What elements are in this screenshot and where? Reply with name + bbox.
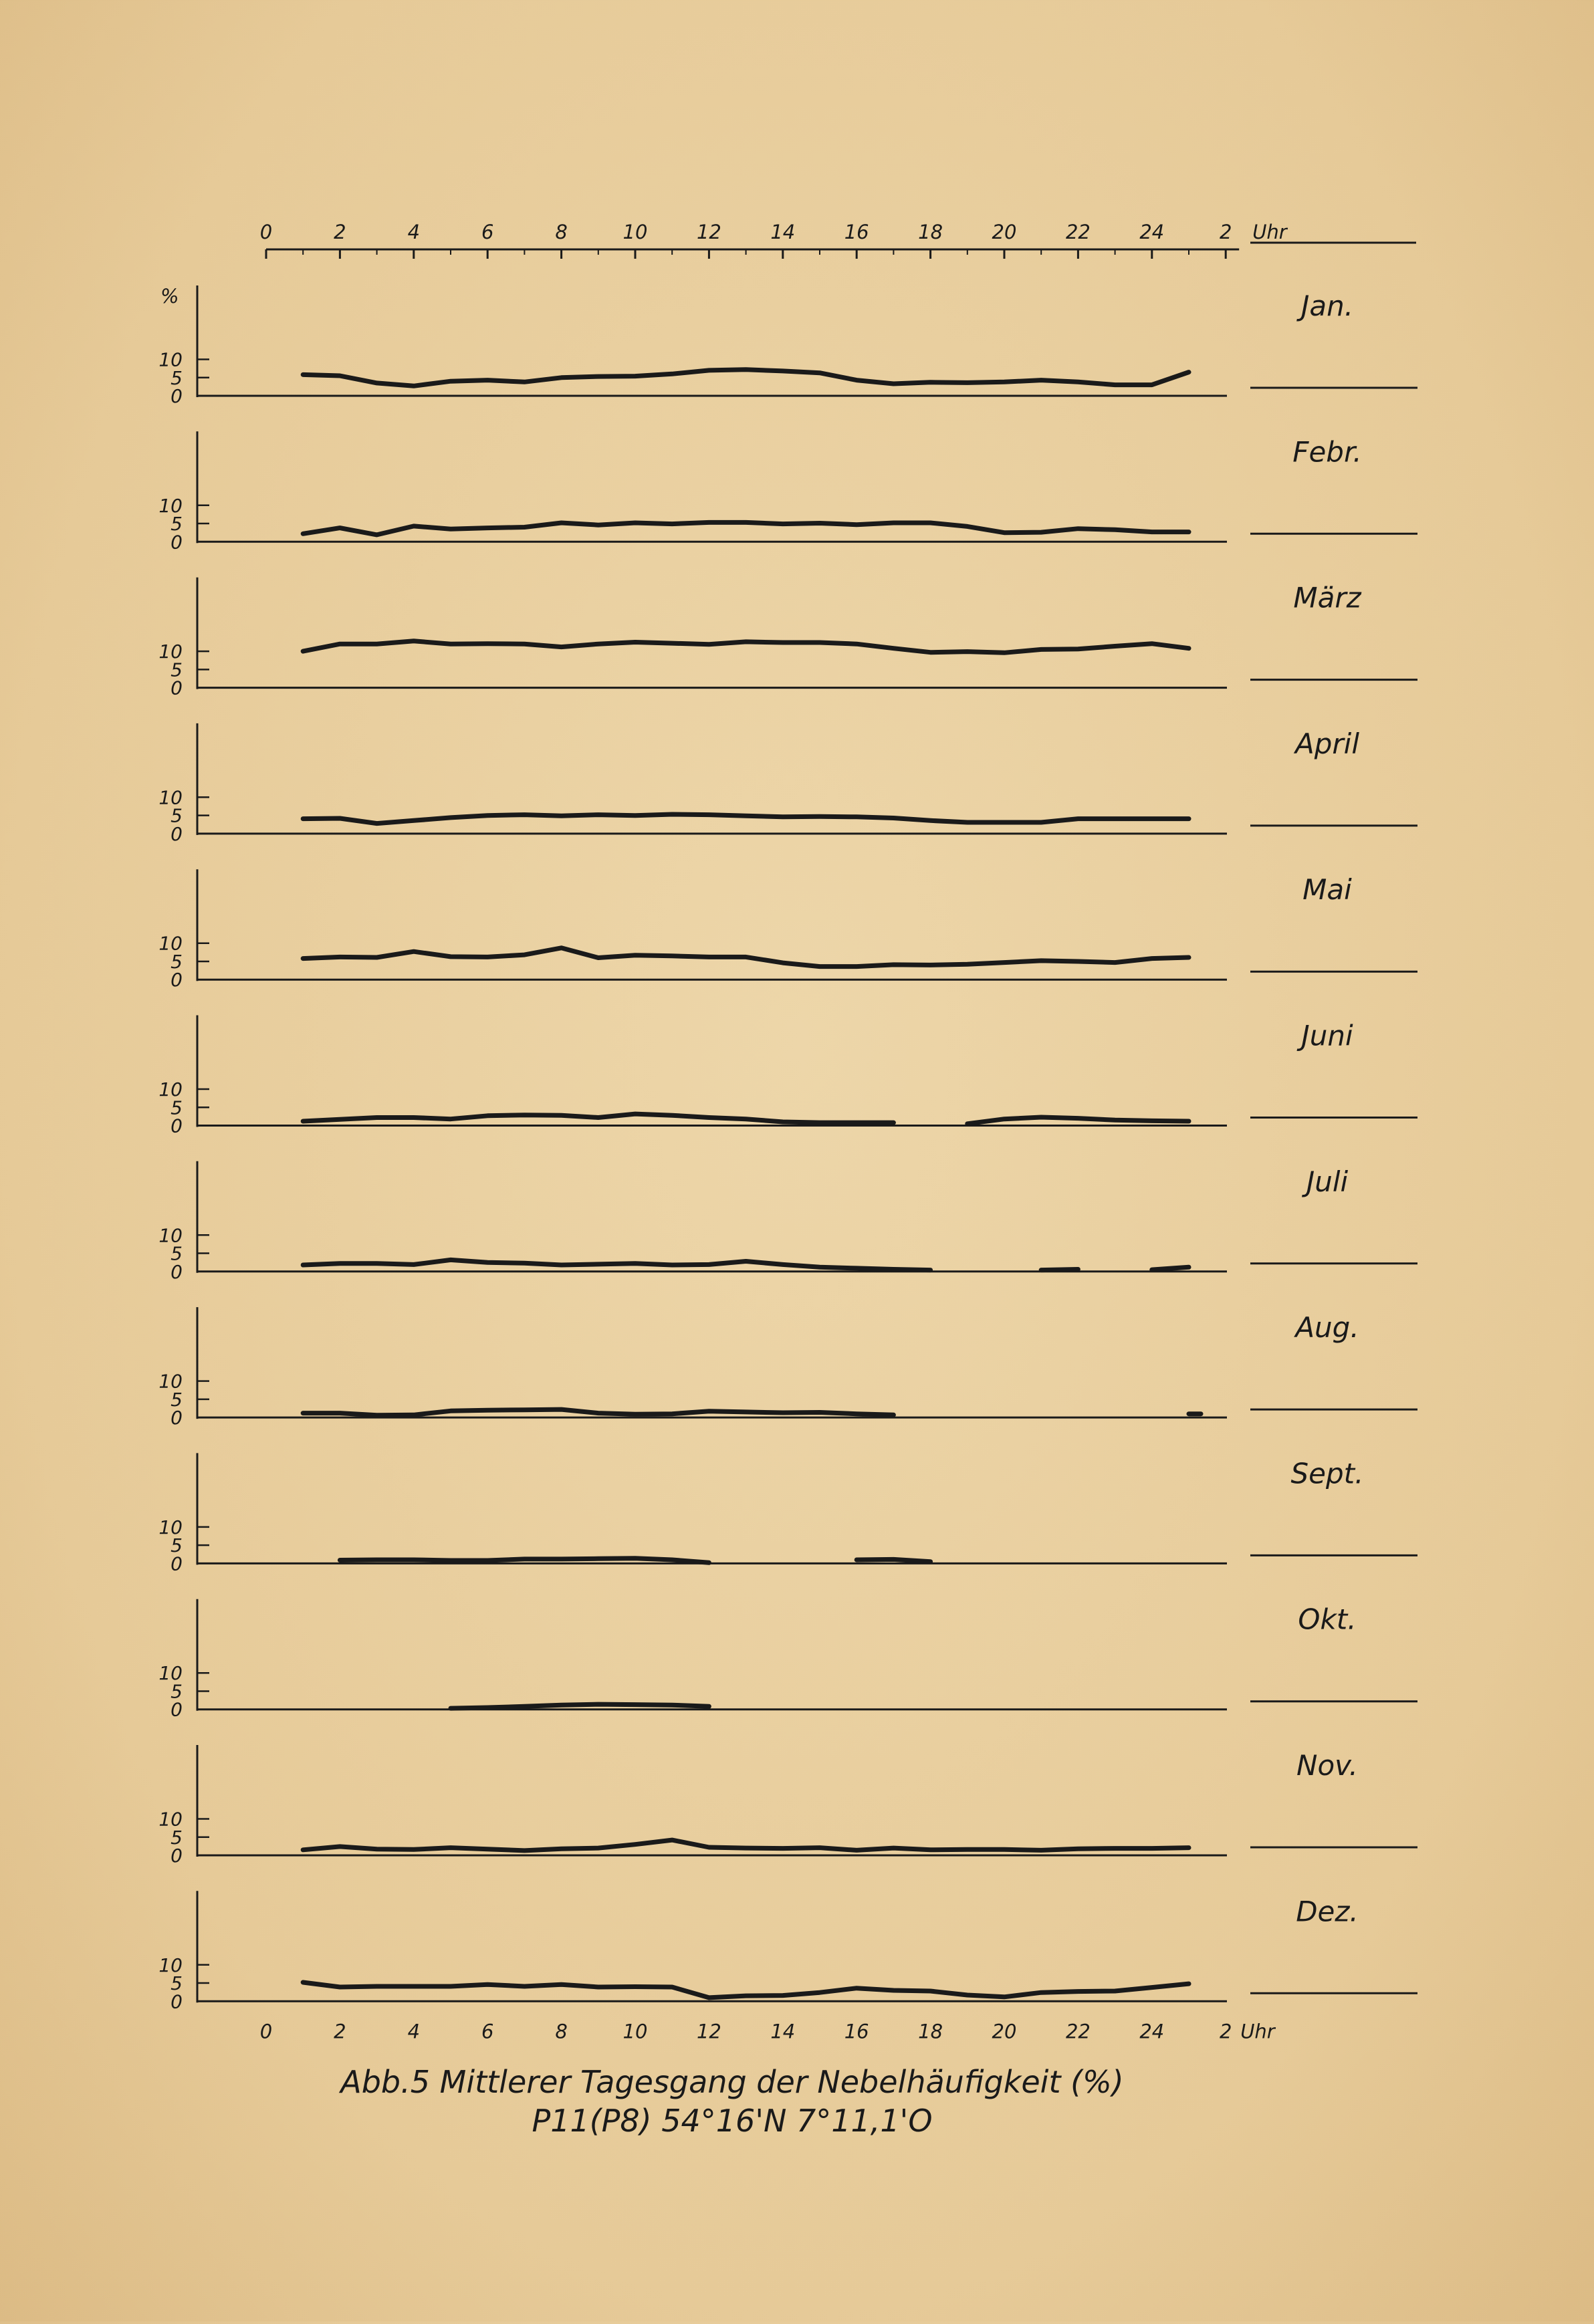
series-line-april xyxy=(303,814,1189,824)
panel-mai xyxy=(158,869,1417,991)
top-x-tick-label: 0 xyxy=(259,221,273,243)
top-x-tick-label: 24 xyxy=(1139,221,1165,243)
bottom-hour-axis xyxy=(260,2020,1276,2043)
y-tick-label: 10 xyxy=(158,641,183,663)
y-tick-label: 5 xyxy=(170,1242,183,1265)
series-line-juli xyxy=(1152,1267,1189,1270)
y-tick-label: 5 xyxy=(170,513,183,536)
bottom-x-tick-label: 14 xyxy=(770,2020,796,2043)
y-tick-label: 10 xyxy=(158,1954,183,1976)
bottom-x-tick-label: 2 xyxy=(334,2020,346,2043)
panel-april xyxy=(158,723,1417,845)
top-x-tick-label: 8 xyxy=(555,221,568,243)
y-tick-label: 10 xyxy=(158,1224,183,1247)
top-x-tick-label: 20 xyxy=(992,221,1017,243)
panel-märz xyxy=(158,578,1417,699)
y-tick-label: 5 xyxy=(170,366,183,389)
month-label-jan: Jan. xyxy=(1300,289,1354,322)
series-line-juli xyxy=(303,1260,930,1270)
monthly-panels xyxy=(158,285,1417,2012)
panel-okt xyxy=(158,1599,1417,1721)
bottom-x-tick-label: 8 xyxy=(555,2020,568,2043)
bottom-x-tick-label: 22 xyxy=(1065,2020,1091,2043)
y-tick-label: 0 xyxy=(170,1552,183,1575)
bottom-x-tick-label: 20 xyxy=(992,2020,1017,2043)
y-tick-label: 0 xyxy=(170,1115,183,1137)
panel-jan xyxy=(158,285,1417,407)
bottom-x-tick-label: 16 xyxy=(844,2020,869,2043)
month-label-juli: Juli xyxy=(1306,1165,1349,1198)
series-line-mai xyxy=(303,948,1189,967)
series-line-nov xyxy=(303,1840,1189,1851)
y-tick-label: 10 xyxy=(158,1808,183,1831)
month-label-april: April xyxy=(1295,727,1359,760)
y-tick-label: 5 xyxy=(170,1972,183,1995)
y-tick-label: 10 xyxy=(158,1078,183,1100)
bottom-x-tick-label: 12 xyxy=(696,2020,721,2043)
series-line-dez xyxy=(303,1982,1189,1998)
panel-nov xyxy=(158,1745,1417,1867)
y-tick-label: 0 xyxy=(170,385,183,407)
y-tick-label: 5 xyxy=(170,1096,183,1119)
month-label-sept: Sept. xyxy=(1290,1457,1364,1490)
y-tick-label: 5 xyxy=(170,804,183,827)
y-tick-label: 5 xyxy=(170,1680,183,1703)
panel-aug xyxy=(158,1307,1417,1429)
bottom-x-tick-label: 4 xyxy=(407,2020,421,2043)
top-x-tick-label: 10 xyxy=(622,221,648,243)
bottom-x-tick-label: 10 xyxy=(622,2020,648,2043)
y-tick-label: 10 xyxy=(158,348,183,371)
bottom-x-tick-label: 0 xyxy=(259,2020,273,2043)
top-x-unit-label: Uhr xyxy=(1252,221,1287,243)
top-x-tick-label: 2 xyxy=(334,221,346,243)
y-tick-label: 5 xyxy=(170,1534,183,1557)
month-label-mai: Mai xyxy=(1302,873,1352,907)
panel-febr xyxy=(158,431,1417,553)
panel-juni xyxy=(158,1016,1417,1137)
y-tick-label: 10 xyxy=(158,494,183,517)
panel-sept xyxy=(158,1453,1417,1575)
series-line-aug xyxy=(303,1409,893,1415)
bottom-x-tick-label: 18 xyxy=(918,2020,943,2043)
panel-dez xyxy=(158,1891,1417,2012)
bottom-x-tick-label: 2 xyxy=(1219,2020,1232,2043)
top-x-tick-label: 18 xyxy=(918,221,943,243)
bottom-x-unit-label: Uhr xyxy=(1240,2020,1275,2043)
month-label-aug: Aug. xyxy=(1295,1311,1359,1345)
top-x-tick-label: 2 xyxy=(1219,221,1232,243)
series-line-juni xyxy=(303,1114,893,1123)
series-line-jan xyxy=(303,370,1189,386)
y-tick-label: 0 xyxy=(170,1407,183,1429)
top-x-tick-label: 4 xyxy=(407,221,421,243)
y-tick-label: 10 xyxy=(158,1662,183,1685)
y-tick-label: 0 xyxy=(170,1698,183,1721)
caption-station: P11(P8) 54°16'N 7°11,1'O xyxy=(532,2103,933,2139)
month-label-okt: Okt. xyxy=(1298,1603,1357,1636)
bottom-x-tick-label: 24 xyxy=(1139,2020,1165,2043)
y-tick-label: 5 xyxy=(170,1388,183,1411)
panel-juli xyxy=(158,1161,1417,1283)
y-tick-label: 0 xyxy=(170,969,183,992)
y-tick-label: 0 xyxy=(170,531,183,554)
month-label-dez: Dez. xyxy=(1296,1895,1359,1928)
y-tick-label: 0 xyxy=(170,1990,183,2013)
top-x-tick-label: 16 xyxy=(844,221,869,243)
y-tick-label: 5 xyxy=(170,950,183,973)
month-label-febr: Febr. xyxy=(1292,435,1362,469)
y-tick-label: 0 xyxy=(170,1845,183,1867)
top-x-tick-label: 6 xyxy=(481,221,494,243)
y-tick-label: 0 xyxy=(170,822,183,845)
month-label-nov: Nov. xyxy=(1296,1749,1358,1782)
series-line-juni xyxy=(967,1117,1189,1124)
month-label-märz: März xyxy=(1293,581,1361,614)
caption-title: Abb.5 Mittlerer Tagesgang der Nebelhäufigkeit (%) xyxy=(340,2064,1124,2100)
top-x-tick-label: 14 xyxy=(770,221,796,243)
y-tick-label: 0 xyxy=(170,677,183,699)
y-tick-label: 10 xyxy=(158,1516,183,1538)
top-x-tick-label: 12 xyxy=(696,221,721,243)
series-line-sept xyxy=(857,1559,930,1561)
y-tick-label: 5 xyxy=(170,659,183,681)
y-tick-label: 5 xyxy=(170,1826,183,1849)
top-x-tick-label: 22 xyxy=(1065,221,1091,243)
series-line-okt xyxy=(451,1704,709,1708)
series-line-febr xyxy=(303,522,1189,535)
y-tick-label: 0 xyxy=(170,1260,183,1283)
y-tick-label: 10 xyxy=(158,786,183,809)
y-tick-label: 10 xyxy=(158,1370,183,1393)
series-line-sept xyxy=(340,1558,709,1563)
top-hour-axis xyxy=(160,221,1416,308)
y-tick-label: 10 xyxy=(158,932,183,955)
y-unit-label: % xyxy=(160,285,179,308)
series-line-märz xyxy=(303,641,1189,653)
month-label-juni: Juni xyxy=(1301,1019,1353,1052)
bottom-x-tick-label: 6 xyxy=(481,2020,494,2043)
